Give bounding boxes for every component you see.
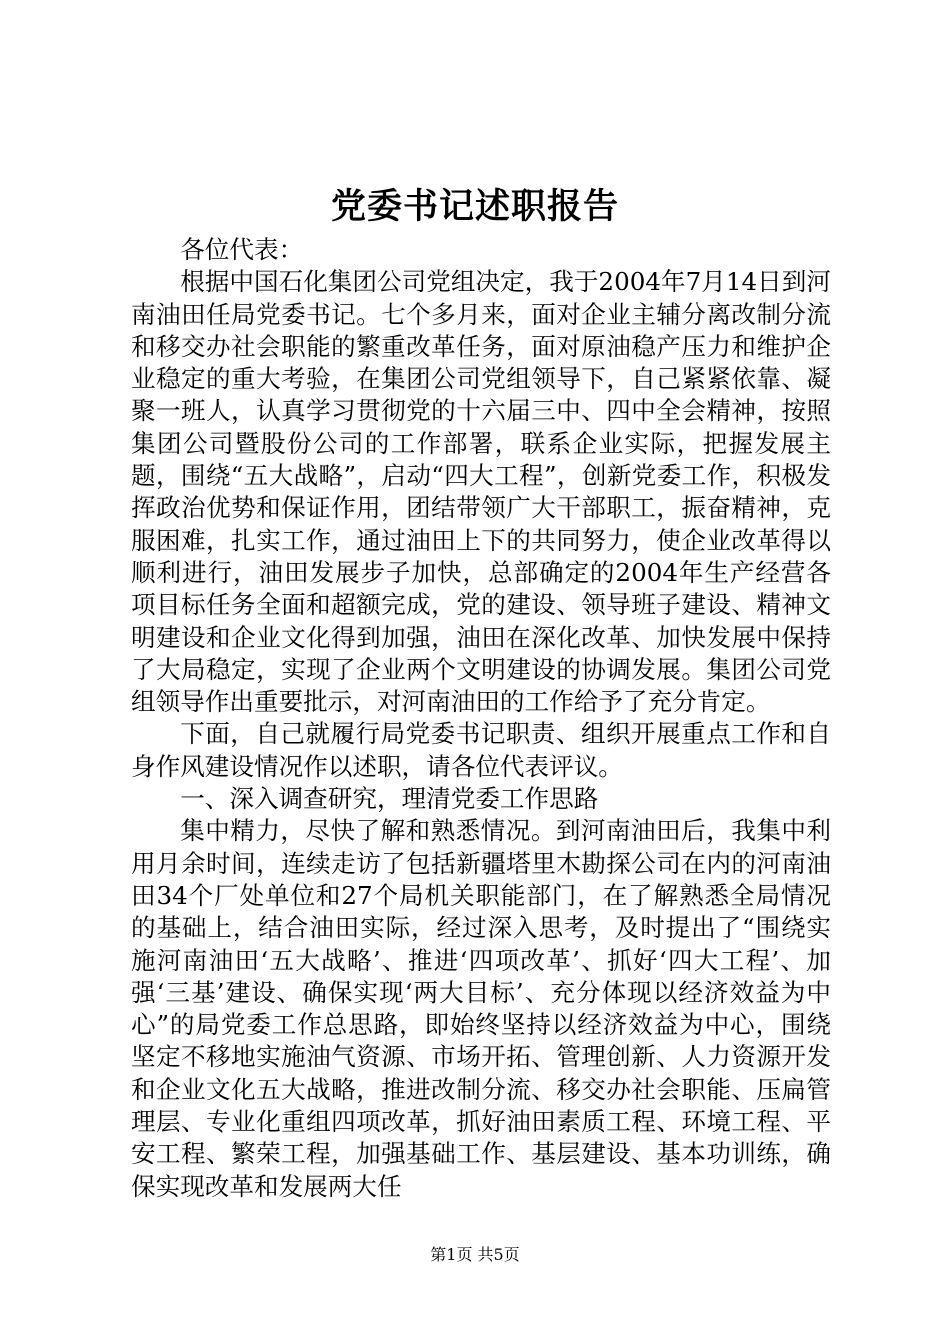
paragraph-transition: 下面，自己就履行局党委书记职责、组织开展重点工作和自身作风建设情况作以述职，请各位代表评议。 bbox=[131, 719, 831, 781]
document-title: 党委书记述职报告 bbox=[330, 186, 619, 227]
document-body bbox=[131, 234, 831, 1203]
section-heading-1: 一、深入调查研究，理清党委工作思路 bbox=[180, 784, 599, 814]
paragraph-intro: 根据中国石化集团公司党组决定，我于2004年7月14日到河南油田任局党委书记。七个多月来，面对企业主辅分离改制分流和移交办社会职能的繁重改革任务，面对原油稳产压力和维护企业稳定的重大考验，在集团公司党组领导下，自己紧紧依靠、凝聚一班人，认真学习贯彻党的十六届三中、四中全会精神，按照集团公司暨股份公司的工作部署，联系企业实际，把握发展主题，围绕“五大战略”，启动“四大工程”，创新党委工作，积极发挥政治优势和保证作用，团结带领广大干部职工，振奋精神，克服困难，扎实工作，通过油田上下的共同努力，使企业改革得以顺利进行，油田发展步子加快，总部确定的2004年生产经营各项目标任务全面和超额完成，党的建设、领导班子建设、精神文明建设和企业文化得到加强，油田在深化改革、加快发展中保持了大局稳定，实现了企业两个文明建设的协调发展。集团公司党组领导作出重要批示，对河南油田的工作给予了充分肯定。 bbox=[131, 267, 831, 717]
page-footer bbox=[0, 1244, 950, 1266]
page-number: 第1页 共5页 bbox=[430, 1245, 520, 1264]
paragraph-section-1: 集中精力，尽快了解和熟悉情况。到河南油田后，我集中利用月余时间，连续走访了包括新疆塔里木勘探公司在内的河南油田34个厂处单位和27个局机关职能部门，在了解熟悉全局情况的基础上，结合油田实际，经过深入思考，及时提出了“围绕实施河南油田‘五大战略’、推进‘四项改革’、抓好‘四大工程’、加强‘三基’建设、确保实现‘两大目标’、充分体现以经济效益为中心”的局党委工作总思路，即始终坚持以经济效益为中心，围绕坚定不移地实施油气资源、市场开拓、管理创新、人力资源开发和企业文化五大战略，推进改制分流、移交办社会职能、压扁管理层、专业化重组四项改革，抓好油田素质工程、环境工程、平安工程、繁荣工程，加强基础工作、基层建设、基本功训练，确保实现改革和发展两大任 bbox=[131, 816, 831, 1201]
salutation: 各位代表： bbox=[180, 235, 304, 264]
